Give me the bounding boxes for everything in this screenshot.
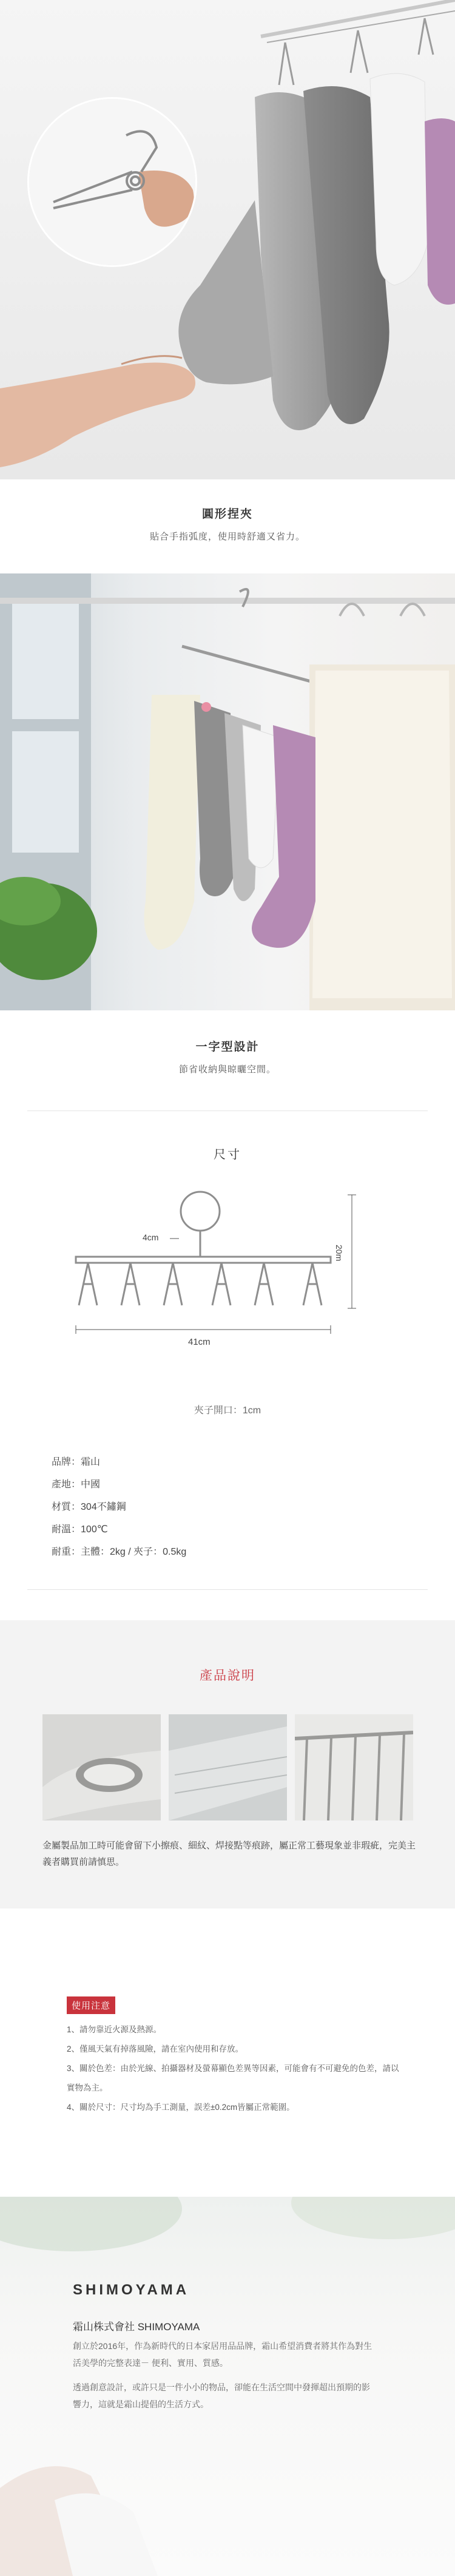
clip-opening-label: 夾子開口：1cm bbox=[194, 1405, 261, 1416]
hook-dimension-label: 4cm bbox=[143, 1232, 159, 1242]
spec-value: 霜山 bbox=[81, 1457, 101, 1467]
spec-label: 品牌： bbox=[52, 1457, 81, 1467]
product-notes-section bbox=[0, 1620, 455, 1908]
width-dimension-label: 41cm bbox=[188, 1337, 211, 1347]
notes-thumb-surface bbox=[169, 1714, 287, 1820]
size-title: 尺寸 bbox=[214, 1148, 241, 1161]
design-caption-subtitle: 節省收納與晾曬空間。 bbox=[178, 1064, 276, 1075]
hero-photo bbox=[0, 0, 455, 479]
notes-thumb-welds bbox=[295, 1714, 413, 1820]
spec-material bbox=[52, 1496, 186, 1518]
brand-company-name: 霜山株式會社 SHIMOYAMA bbox=[73, 2321, 200, 2333]
spec-load-capacity bbox=[52, 1541, 186, 1563]
caution-badge: 使用注意 bbox=[67, 1996, 115, 2014]
caution-item: 4、關於尺寸：尺寸均為手工測量，誤差±0.2cm皆屬正常範圍。 bbox=[67, 2103, 295, 2112]
spec-value: 304不鏽鋼 bbox=[81, 1502, 126, 1512]
design-caption bbox=[0, 1038, 455, 1075]
hanger-dimension-diagram bbox=[64, 1178, 391, 1384]
caution-item: 2、僅風天氣有掉落風險，請在室內使用和存放。 bbox=[67, 2044, 244, 2054]
product-notes-title: 產品說明 bbox=[200, 1669, 255, 1683]
brand-logo: SHIMOYAMA bbox=[73, 2282, 190, 2298]
spec-value: 主體：2kg / 夾子：0.5kg bbox=[81, 1547, 187, 1557]
spec-heat-resistance bbox=[52, 1518, 186, 1541]
usage-caution-section bbox=[67, 1996, 406, 2117]
caution-item: 1、請勿靠近火源及熱源。 bbox=[67, 2025, 162, 2034]
caution-list bbox=[67, 2020, 406, 2117]
brand-paragraph-2: 透過創意設計，或許只是一件小小的物品，卻能在生活空間中發揮超出預期的影響力，這就是霜山提倡的生活方式。 bbox=[73, 2382, 370, 2409]
clip-closeup-illustration bbox=[29, 99, 197, 267]
spec-list bbox=[52, 1451, 186, 1563]
clip-handle-image bbox=[42, 1714, 161, 1820]
hanger-drawing bbox=[64, 1178, 391, 1384]
spec-label: 材質： bbox=[52, 1502, 81, 1512]
notes-thumb-clip-handle bbox=[42, 1714, 161, 1820]
weld-joints-image bbox=[295, 1714, 413, 1820]
brushed-surface-image bbox=[169, 1714, 287, 1820]
spec-value: 中國 bbox=[81, 1479, 101, 1490]
brand-section bbox=[0, 2197, 455, 2576]
size-section bbox=[27, 1111, 428, 1590]
spec-brand bbox=[52, 1451, 186, 1473]
height-dimension-label: 20m bbox=[334, 1245, 344, 1262]
hero-caption-subtitle: 貼合手指弧度，使用時舒適又省力。 bbox=[149, 532, 305, 542]
spec-value: 100℃ bbox=[81, 1524, 108, 1535]
design-illustration bbox=[0, 573, 455, 1010]
design-photo bbox=[0, 573, 455, 1010]
brand-paragraph-1: 創立於2016年，作為新時代的日本家居用品品牌，霜山希望消費者將其作為對生活美學的完整表達－ 便利、實用、質感。 bbox=[73, 2341, 372, 2368]
clip-closeup-inset bbox=[27, 97, 197, 267]
caution-item: 3、關於色差：由於光線、拍攝器材及螢幕顯色差異等因素，可能會有不可避免的色差，請以實物為主。 bbox=[67, 2064, 399, 2092]
spec-label: 耐溫： bbox=[52, 1524, 81, 1535]
design-caption-title: 一字型設計 bbox=[195, 1041, 260, 1053]
clip-row bbox=[79, 1263, 322, 1305]
spec-label: 耐重： bbox=[52, 1547, 81, 1557]
spec-origin bbox=[52, 1473, 186, 1496]
hero-caption bbox=[0, 505, 455, 543]
product-notes-text: 金屬製品加工時可能會留下小擦痕、細紋、焊接點等痕跡，屬正常工藝現象並非瑕疵，完美主義者購買前請慎思。 bbox=[42, 1841, 416, 1867]
hero-caption-title: 圓形捏夾 bbox=[201, 508, 253, 521]
spec-label: 產地： bbox=[52, 1479, 81, 1490]
